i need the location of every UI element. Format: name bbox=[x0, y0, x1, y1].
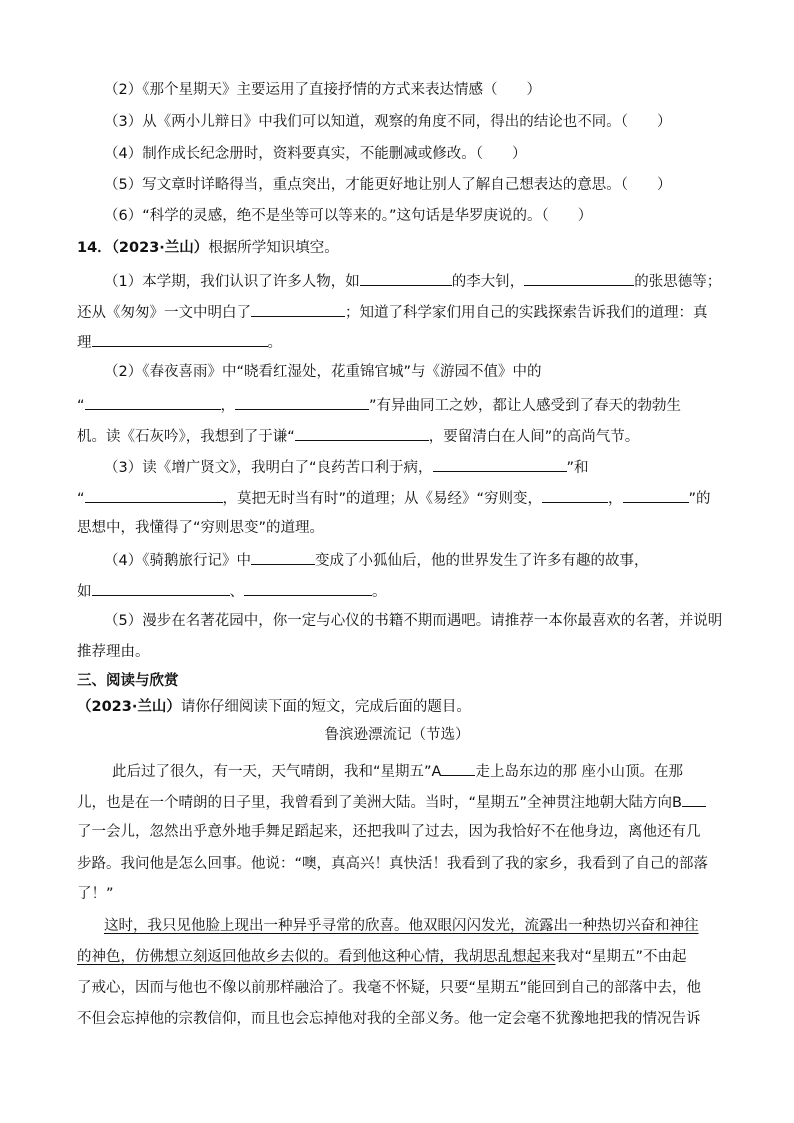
q14-p2-text-b: “ bbox=[77, 398, 85, 414]
para2-line4: 不但会忘掉他的宗教信仰，而且也会忘掉他对我的全部义务。他一定会毫不犹豫地把我的情况告诉 bbox=[77, 1011, 701, 1027]
answer-blank[interactable] bbox=[433, 456, 567, 472]
q14-p3-text-f: ”的 bbox=[688, 491, 711, 507]
answer-blank[interactable] bbox=[235, 394, 369, 410]
q14-p2-line2 bbox=[77, 394, 727, 416]
q14-p1-line1 bbox=[104, 270, 754, 292]
para2-line3: 了戒心，因而与他也不像以前那样融洽了。我毫不怀疑，只要“星期五”能回到自己的部落中去，他 bbox=[77, 980, 702, 996]
q14-p5-line2: 推荐理由。 bbox=[77, 644, 150, 660]
q14-p3-line3: 思想中，我懂得了“穷则思变”的道理。 bbox=[77, 520, 325, 536]
q14-p4-text-d: 、 bbox=[229, 584, 244, 600]
q13-item-5: （5）写文章时详略得当，重点突出，才能更好地让别人了解自己想表达的意思。（ ） bbox=[104, 177, 672, 193]
section3-instruction bbox=[77, 697, 727, 717]
q14-p1-text-b: 的李大钊， bbox=[451, 274, 525, 290]
q14-stem: 根据所学知识填空。 bbox=[208, 240, 339, 256]
q14-p4-text-b: 变成了小狐仙后，他的世界发生了许多有趣的故事， bbox=[314, 553, 649, 569]
para1-text-a: 此后过了很久，有一天，天气晴朗，我和“星期五”A bbox=[112, 764, 442, 780]
answer-blank[interactable] bbox=[524, 270, 634, 286]
q14-p3-text-c: “ bbox=[77, 491, 85, 507]
q14-p1-text-d: 还从《匆匆》一文中明白了 bbox=[77, 305, 251, 321]
q14-p3-line2 bbox=[77, 487, 727, 509]
q14-p3-text-d: ，莫把无时当有时”的道理；从《易经》“穷则变， bbox=[222, 491, 543, 507]
q14-p2-text-f: ，要留清白在人间”的高尚气节。 bbox=[428, 429, 640, 445]
answer-blank-a[interactable] bbox=[441, 760, 475, 776]
section3-instruction-text: 请你仔细阅读下面的短文，完成后面的题目。 bbox=[180, 699, 471, 715]
q14-source: （2023·兰山） bbox=[111, 240, 209, 256]
q14-p2-text-c: ， bbox=[220, 398, 236, 414]
para2-underlined-b: 的神色，仿佛想立刻返回他故乡去似的。 bbox=[77, 949, 338, 965]
q14-header bbox=[77, 238, 727, 258]
para1-line2 bbox=[77, 791, 727, 813]
q14-p3-text-b: ”和 bbox=[566, 460, 589, 476]
q14-p1-text-f: 理 bbox=[77, 335, 92, 351]
q14-p4-text-e: 。 bbox=[372, 584, 387, 600]
q14-p4-text-c: 如 bbox=[77, 584, 92, 600]
q14-p3-text-e: ， bbox=[608, 491, 623, 507]
para1-text-c: 儿，也是在一个晴朗的日子里，我曾看到了美洲大陆。当时，“星期五”全神贯注地朝大陆方向B bbox=[77, 795, 682, 811]
q14-p2-text-d: ”有异曲同工之妙，都让人感受到了春天的勃勃生 bbox=[369, 398, 682, 414]
answer-blank[interactable] bbox=[85, 487, 223, 503]
passage-title: 鲁滨逊漂流记（节选） bbox=[324, 727, 470, 743]
q14-p1-text-e: ；知道了科学家们用自己的实践探索告诉我们的道理：真 bbox=[345, 305, 708, 321]
para1-line3: 了一会儿，忽然出乎意外地手舞足蹈起来，还把我叫了过去，因为我恰好不在他身边，离他还有几 bbox=[77, 824, 701, 840]
para1-text-b: 走上岛东边的那 座小山顶。在那 bbox=[475, 764, 684, 780]
answer-blank[interactable] bbox=[542, 487, 608, 503]
para2-line2 bbox=[77, 947, 727, 967]
answer-blank[interactable] bbox=[85, 394, 221, 410]
q14-p4-line2 bbox=[77, 580, 727, 602]
section-heading: 三、阅读与欣赏 bbox=[77, 673, 179, 689]
q14-p2-line1: （2）《春夜喜雨》中“晓看红湿处，花重锦官城”与《游园不值》中的 bbox=[104, 364, 542, 380]
para1-line4: 步路。我问他是怎么回事。他说：“噢，真高兴！真快活！我看到了我的家乡，我看到了自己的部落 bbox=[77, 856, 709, 872]
q14-p1-line2 bbox=[77, 301, 727, 323]
answer-blank[interactable] bbox=[295, 425, 429, 441]
answer-blank[interactable] bbox=[92, 580, 230, 596]
para2-text-d: 我对“星期五”不由起 bbox=[555, 949, 687, 965]
answer-blank-b[interactable] bbox=[682, 791, 706, 807]
q14-p4-line1 bbox=[104, 549, 754, 571]
q14-p2-text-e: 机。读《石灰吟》，我想到了于谦“ bbox=[77, 429, 295, 445]
answer-blank[interactable] bbox=[92, 331, 268, 347]
section3-source: （2023·兰山） bbox=[77, 699, 181, 715]
answer-blank[interactable] bbox=[251, 301, 345, 317]
answer-blank[interactable] bbox=[251, 549, 315, 565]
q13-item-6: （6）“科学的灵感，绝不是坐等可以等来的。”这句话是华罗庚说的。（ ） bbox=[104, 208, 593, 224]
q14-p5-line1: （5）漫步在名著花园中，你一定与心仪的书籍不期而遇吧。请推荐一本你最喜欢的名著，并说明 bbox=[104, 613, 723, 629]
q13-item-2: （2）《那个星期天》主要运用了直接抒情的方式来表达情感（ ） bbox=[104, 82, 541, 98]
q14-p1-text-g: 。 bbox=[267, 335, 282, 351]
q14-number: 14． bbox=[77, 240, 112, 256]
para1-line5: 了！” bbox=[77, 886, 114, 902]
q14-p2-line3 bbox=[77, 425, 727, 447]
q14-p3-text-a: （3）读《增广贤文》，我明白了“良药苦口利于病， bbox=[104, 460, 433, 476]
answer-blank[interactable] bbox=[360, 270, 452, 286]
answer-blank[interactable] bbox=[623, 487, 689, 503]
para2-underlined-c: 看到他这种心情，我胡思乱想起来 bbox=[338, 949, 556, 965]
q13-item-4: （4）制作成长纪念册时，资料要真实，不能删减或修改。（ ） bbox=[104, 146, 527, 162]
q14-p3-line1 bbox=[104, 456, 754, 478]
q14-p1-text-a: （1）本学期，我们认识了许多人物，如 bbox=[104, 274, 360, 290]
q13-item-3: （3）从《两小儿辩日》中我们可以知道，观察的角度不同，得出的结论也不同。（ ） bbox=[104, 114, 672, 130]
para2-underlined-a: 这时，我只见他脸上现出一种异乎寻常的欣喜。他双眼闪闪发光，流露出一种热切兴奋和神往 bbox=[104, 918, 699, 934]
q14-p1-line3 bbox=[77, 331, 727, 353]
para2-line1 bbox=[104, 916, 754, 936]
answer-blank[interactable] bbox=[244, 580, 372, 596]
para1-line1 bbox=[112, 760, 762, 782]
q14-p4-text-a: （4）《骑鹅旅行记》中 bbox=[104, 553, 251, 569]
q14-p1-text-c: 的张思德等； bbox=[634, 274, 722, 290]
